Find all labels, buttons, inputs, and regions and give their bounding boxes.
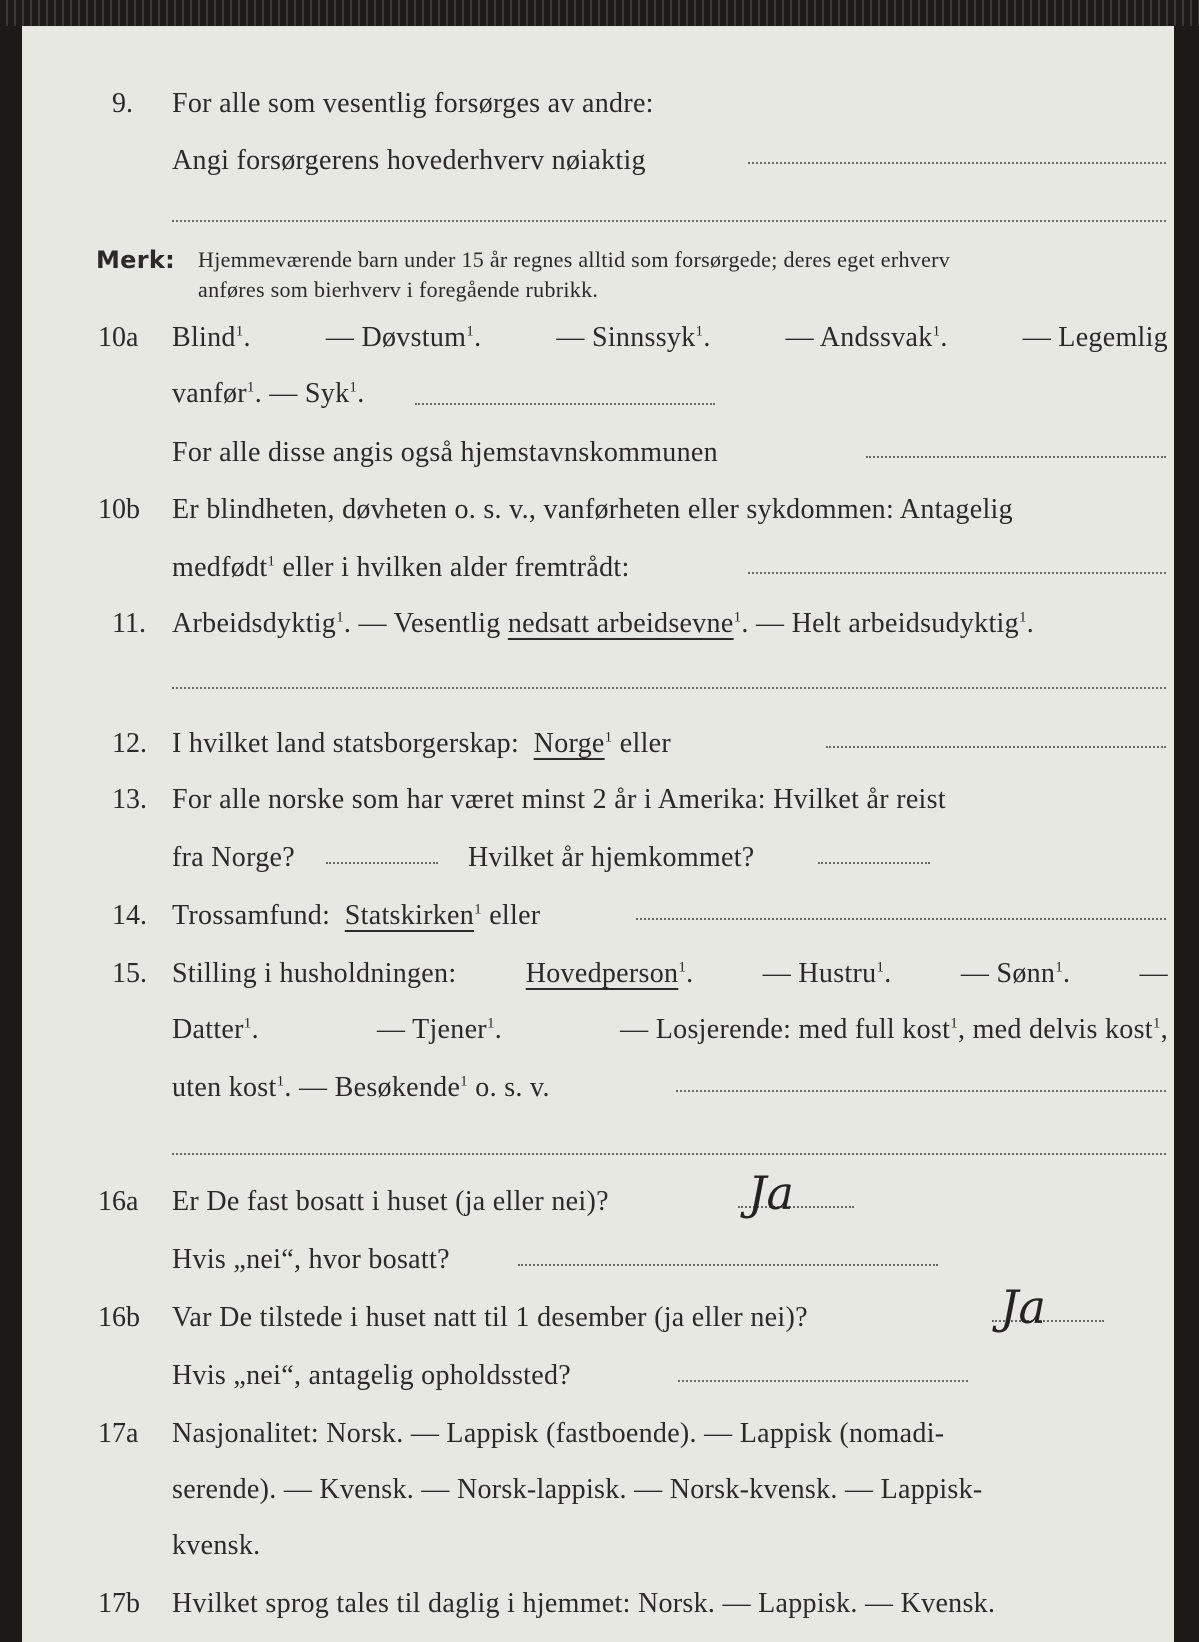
q14-answer-line[interactable]	[636, 918, 1166, 920]
q9-answer-line-2[interactable]	[172, 220, 1166, 222]
q10a-line2: vanfør$^1$. — Syk$^1$.	[172, 378, 365, 409]
q16b-opholdssted-line[interactable]	[678, 1380, 968, 1382]
q9-line1: For alle som vesentlig forsørges av andre:	[172, 88, 654, 119]
q17a-number: 17a	[98, 1418, 139, 1449]
q13-hjemkommet-line[interactable]	[818, 862, 930, 864]
q11-line: Arbeidsdyktig$^1$. — Vesentlig nedsatt arbeidsevne$^1$. — Helt arbeidsudyktig$^1$.	[172, 608, 1035, 639]
merk-line2: anføres som bierhverv i foregående rubrikk.	[198, 277, 599, 302]
q10a-sinnssyk: — Sinnssyk$^1$.	[556, 322, 711, 353]
q10a-answer-line[interactable]	[415, 403, 715, 405]
q10a-andssvak: — Andssvak$^1$.	[785, 322, 948, 353]
q16a-line1: Er De fast bosatt i huset (ja eller nei)?	[172, 1186, 609, 1217]
q10a-number: 10a	[98, 322, 139, 353]
q10a-line3: For alle disse angis også hjemstavnskommunen	[172, 437, 718, 468]
q15-line3: uten kost$^1$. — Besøkende$^1$ o. s. v.	[172, 1072, 550, 1103]
q12-number: 12.	[112, 728, 147, 759]
q16b-handwritten-answer: Ja	[1000, 1280, 1046, 1334]
q14-line: Trossamfund: Statskirken$^1$ eller	[172, 900, 541, 931]
q15-answer-line-2[interactable]	[172, 1153, 1166, 1155]
q10a-blind: Blind$^1$.	[172, 322, 251, 353]
q14-number: 14.	[112, 900, 147, 931]
q13-number: 13.	[112, 784, 147, 815]
q10a-line1	[172, 322, 1168, 354]
q13-line2a: fra Norge?	[172, 842, 295, 873]
q16b-number: 16b	[98, 1302, 140, 1333]
q14-selected: Statskirken	[344, 900, 475, 931]
q12-line: I hvilket land statsborgerskap: Norge$^1$ eller	[172, 728, 672, 759]
q15-answer-line[interactable]	[676, 1090, 1166, 1092]
q10b-number: 10b	[98, 494, 140, 525]
scan-top-edge	[0, 0, 1199, 26]
q17b-line1: Hvilket sprog tales til daglig i hjemmet: Norsk. — Lappisk. — Kvensk.	[172, 1588, 996, 1619]
merk-line1: Hjemmeværende barn under 15 år regnes alltid som forsørgede; deres eget erhverv	[198, 247, 951, 272]
q17a-line1: Nasjonalitet: Norsk. — Lappisk (fastboende). — Lappisk (nomadi-	[172, 1418, 945, 1449]
q11-number: 11.	[112, 608, 146, 639]
q12-selected: Norge	[533, 728, 605, 759]
q10a-legemlig: — Legemlig	[1022, 322, 1168, 353]
q16a-line2: Hvis „nei“, hvor bosatt?	[172, 1244, 450, 1275]
q9-answer-line[interactable]	[748, 162, 1166, 164]
q10a-hjemstavn-line[interactable]	[866, 456, 1166, 458]
q16a-handwritten-answer: Ja	[748, 1166, 794, 1220]
q16a-number: 16a	[98, 1186, 139, 1217]
q10b-line1: Er blindheten, døvheten o. s. v., vanførheten eller sykdommen: Antagelig	[172, 494, 1013, 525]
q12-answer-line[interactable]	[826, 746, 1166, 748]
q10a-dovstum: — Døvstum$^1$.	[325, 322, 482, 353]
q17a-line2: serende). — Kvensk. — Norsk-lappisk. — Norsk-kvensk. — Lappisk-	[172, 1474, 983, 1505]
q15-line2: Datter$^1$. — Tjener$^1$. — Losjerende: med full kost$^1$, med delvis kost$^1$,	[172, 1014, 1168, 1045]
q10b-line2: medfødt$^1$ eller i hvilken alder fremtrådt:	[172, 552, 630, 583]
merk-label: Merk:	[96, 246, 176, 274]
q13-line1: For alle norske som har været minst 2 år i Amerika: Hvilket år reist	[172, 784, 946, 815]
q15-number: 15.	[112, 958, 147, 989]
q13-reist-line[interactable]	[326, 862, 438, 864]
q9-line2: Angi forsørgerens hovederhverv nøiaktig	[172, 145, 646, 176]
q17a-line3: kvensk.	[172, 1530, 261, 1561]
q11-selected: nedsatt arbeidsevne	[507, 608, 734, 639]
q16b-line1: Var De tilstede i huset natt til 1 desember (ja eller nei)?	[172, 1302, 808, 1333]
q16b-line2: Hvis „nei“, antagelig opholdssted?	[172, 1360, 571, 1391]
q9-number: 9.	[112, 88, 133, 119]
q16a-bosatt-line[interactable]	[518, 1264, 938, 1266]
q15-selected: Hovedperson	[525, 958, 679, 989]
q17b-number: 17b	[98, 1588, 140, 1619]
q11-answer-line[interactable]	[172, 687, 1166, 689]
q10b-answer-line[interactable]	[748, 572, 1166, 574]
q13-line2b: Hvilket år hjemkommet?	[468, 842, 755, 873]
q15-line1: Stilling i husholdningen: Hovedperson$^1$. — Hustru$^1$. — Sønn$^1$. —	[172, 958, 1168, 989]
